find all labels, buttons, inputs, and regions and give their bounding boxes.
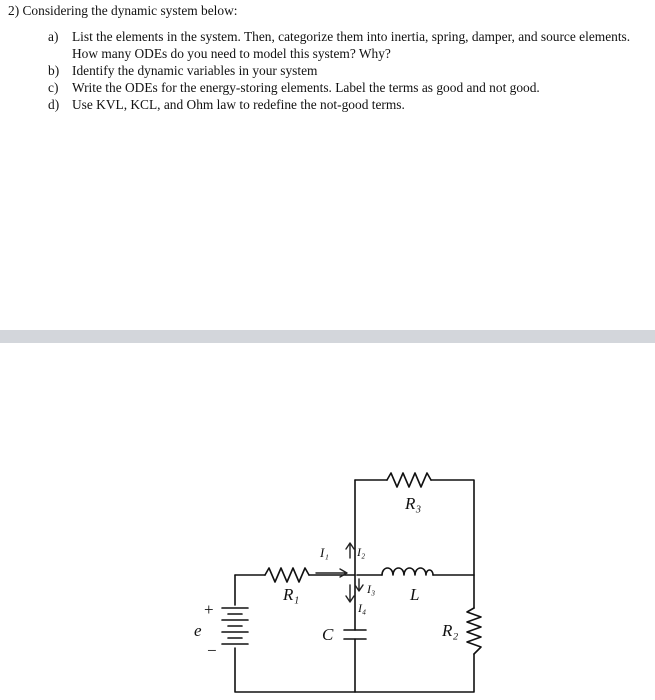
r3-label: R₃: [405, 494, 422, 513]
section-divider: [0, 330, 655, 343]
arrow-i3: [355, 579, 363, 591]
question-title: 2) Considering the dynamic system below:: [8, 3, 238, 18]
c-label: C: [322, 625, 334, 644]
arrow-i2: [346, 543, 354, 558]
part-text: List the elements in the system. Then, categorize them into inertia, spring, damper, and source elements. How many ODEs do you need to model this system? Why?: [72, 29, 631, 61]
voltage-source: [222, 608, 248, 644]
question-part-b: [8, 62, 648, 79]
r1-label: R₁: [283, 585, 300, 604]
circuit-wires: [235, 480, 474, 692]
r2-label: R₂: [442, 621, 459, 640]
i3-label: I₃: [367, 582, 376, 596]
plus-sign: +: [204, 600, 214, 619]
question-part-d: [8, 96, 648, 113]
i2-label: I₂: [357, 545, 366, 559]
part-text: Write the ODEs for the energy-storing elements. Label the terms as good and not good.: [72, 80, 540, 95]
part-marker: c): [48, 80, 59, 95]
inductor-l: [382, 568, 433, 575]
resistor-r1: [265, 568, 309, 582]
l-label: L: [410, 585, 420, 604]
i1-label: I₁: [320, 545, 329, 560]
i4-label: I₄: [358, 601, 367, 615]
resistor-r3: [387, 473, 431, 487]
circuit-diagram: [170, 440, 510, 695]
capacitor-c: [344, 630, 366, 639]
part-marker: d): [48, 97, 60, 112]
arrow-i4: [346, 585, 354, 602]
question-parts: [8, 28, 648, 113]
part-marker: b): [48, 63, 60, 78]
part-text: Use KVL, KCL, and Ohm law to redefine the not-good terms.: [72, 97, 405, 112]
minus-sign: −: [207, 641, 217, 660]
source-label: e: [194, 621, 202, 640]
resistor-r2: [467, 608, 481, 654]
part-marker: a): [48, 29, 59, 44]
question-part-a: [8, 28, 648, 62]
part-text: Identify the dynamic variables in your system: [72, 63, 318, 78]
question-block: [8, 2, 648, 113]
question-part-c: [8, 79, 648, 96]
